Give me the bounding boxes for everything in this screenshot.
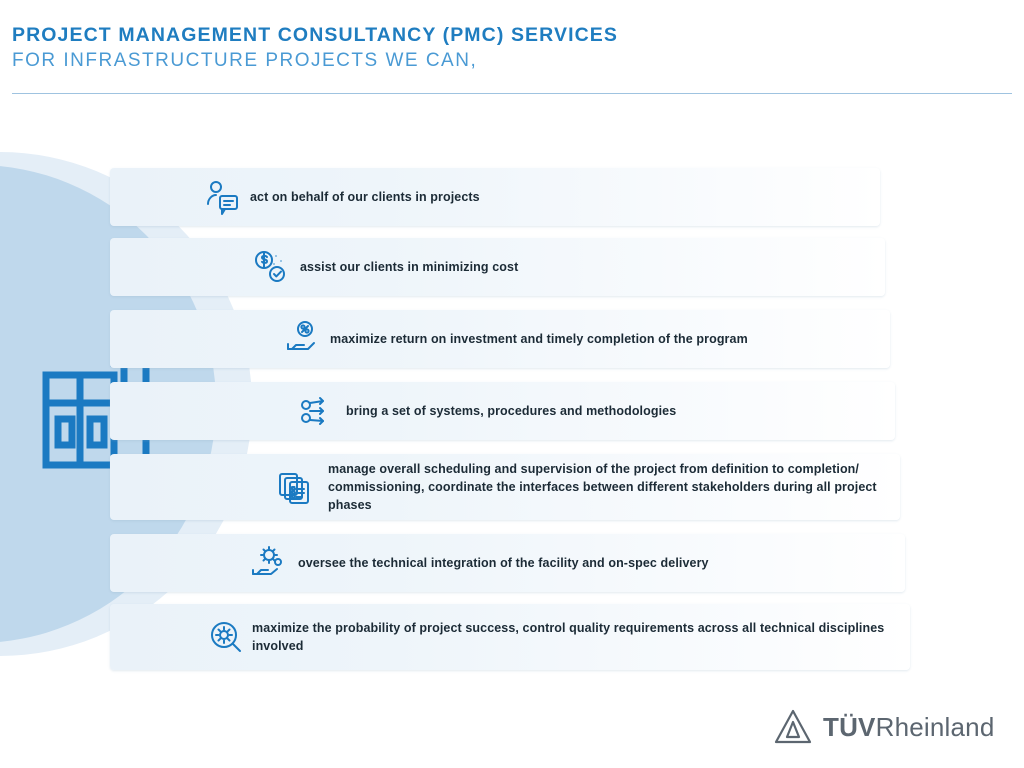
- list-item: [110, 604, 910, 670]
- list-item-label: act on behalf of our clients in projects: [250, 189, 480, 204]
- tuv-rheinland-logo: [772, 706, 995, 748]
- list-item-label: manage overall scheduling and supervision of the project from definition to completion/ commissioning, coordinate the interfaces between different stakeholders during all project phases: [328, 461, 877, 513]
- header-divider: [12, 93, 1012, 94]
- list-item: [110, 534, 905, 592]
- page-header: [12, 22, 1012, 75]
- list-item: [110, 168, 880, 226]
- list-item-label: maximize the probability of project success, control quality requirements across all technical disciplines involved: [252, 620, 885, 653]
- workflow-nodes-icon: [295, 391, 335, 431]
- list-item: [110, 454, 900, 520]
- list-item-label: bring a set of systems, procedures and methodologies: [346, 403, 677, 418]
- dollar-check-icon: [250, 247, 290, 287]
- person-chat-icon: [203, 177, 243, 217]
- logo-wordmark: [823, 712, 995, 743]
- list-item: [110, 238, 885, 296]
- list-item: [110, 310, 890, 368]
- list-item-label: maximize return on investment and timely completion of the program: [330, 331, 748, 346]
- gear-magnifier-icon: [205, 617, 245, 657]
- percent-growth-icon: [282, 319, 322, 359]
- list-item: [110, 382, 895, 440]
- list-item-label: oversee the technical integration of the facility and on-spec delivery: [298, 555, 709, 570]
- page-title: PROJECT MANAGEMENT CONSULTANCY (PMC) SERVICES: [12, 24, 619, 46]
- documents-checklist-icon: [275, 467, 315, 507]
- list-item-label: assist our clients in minimizing cost: [300, 259, 519, 274]
- logo-tuv-text: TÜV: [823, 711, 876, 742]
- capability-list: [110, 160, 1012, 672]
- gears-hand-icon: [247, 543, 287, 583]
- tuv-triangle-icon: [772, 706, 814, 748]
- page-subtitle: FOR INFRASTRUCTURE PROJECTS WE CAN,: [12, 50, 478, 72]
- logo-rheinland-text: Rheinland: [875, 711, 995, 742]
